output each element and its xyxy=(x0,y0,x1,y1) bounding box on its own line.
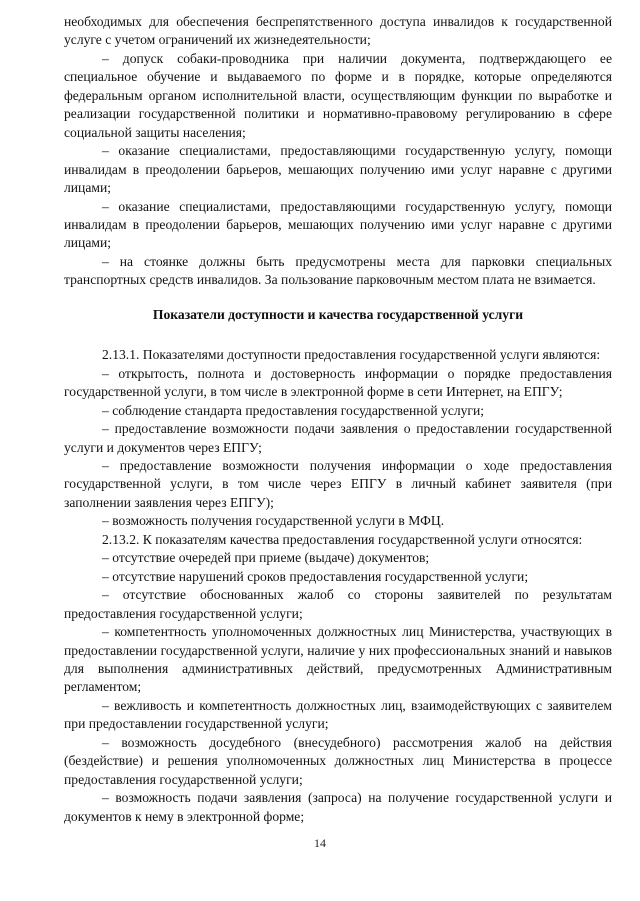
paragraph: – отсутствие обоснованных жалоб со стороны заявителей по результатам предоставления государственной услуги; xyxy=(64,587,612,621)
paragraph: – предоставление возможности получения информации о ходе предоставления государственной услуги, в том числе через ЕПГУ в личный кабинет заявителя (при заполнении заявления через ЕПГУ); xyxy=(64,457,612,510)
paragraph: необходимых для обеспечения беспрепятственного доступа инвалидов к государственной услуге с учетом ограничений их жизнедеятельности; xyxy=(64,14,612,48)
page-number: 14 xyxy=(314,836,326,850)
paragraph: – допуск собаки-проводника при наличии документа, подтверждающего ее специальное обучение и выдаваемого по форме и в порядке, которые определяются федеральным органом исполнительной власти, осуществляющим функции по выработке и реализации государственной политики и нормативно-правовому регулированию в сфере социальной защиты населения; xyxy=(64,50,612,140)
paragraph: – возможность досудебного (внесудебного) рассмотрения жалоб на действия (бездействие) и решения уполномоченных должностных лиц Министерства в процессе предоставления государственной услуги; xyxy=(64,734,612,787)
paragraph: – компетентность уполномоченных должностных лиц Министерства, участвующих в предоставлении государственной услуги, наличие у них профессиональных знаний и навыков для выполнения административных действий, предусмотренных Административным регламентом; xyxy=(64,624,612,695)
paragraph: – оказание специалистами, предоставляющими государственную услугу, помощи инвалидам в преодолении барьеров, мешающих получению ими услуг наравне с другими лицами; xyxy=(64,198,612,251)
paragraph: – соблюдение стандарта предоставления государственной услуги; xyxy=(102,402,485,418)
paragraph: – на стоянке должны быть предусмотрены места для парковки специальных транспортных средств инвалидов. За пользование парковочным местом плата не взимается. xyxy=(64,253,612,288)
paragraphs-top xyxy=(64,13,612,290)
paragraph: 2.13.1. Показателями доступности предоставления государственной услуги являются: xyxy=(102,347,601,363)
document-page xyxy=(64,13,612,826)
paragraph: – предоставление возможности подачи заявления о предоставлении государственной услуги и документов через ЕПГУ; xyxy=(64,421,612,455)
paragraph: – оказание специалистами, предоставляющими государственную услугу, помощи инвалидам в преодолении барьеров, мешающих получению ими услуг наравне с другими лицами; xyxy=(64,143,612,196)
paragraph: – отсутствие нарушений сроков предоставления государственной услуги; xyxy=(102,568,529,584)
section-heading: Показатели доступности и качества государственной услуги xyxy=(152,306,524,322)
paragraph: 2.13.2. К показателям качества предоставления государственной услуги относятся: xyxy=(102,531,583,547)
paragraphs-bottom xyxy=(64,346,612,826)
paragraph: – открытость, полнота и достоверность информации о порядке предоставления государственной услуги, в том числе в электронной форме в сети Интернет, на ЕПГУ; xyxy=(64,365,612,400)
paragraph: – возможность получения государственной услуги в МФЦ. xyxy=(102,513,445,529)
paragraph: – вежливость и компетентность должностных лиц, взаимодействующих с заявителем при предоставлении государственной услуги; xyxy=(64,697,612,732)
paragraph: – отсутствие очередей при приеме (выдаче) документов; xyxy=(102,550,430,566)
paragraph: – возможность подачи заявления (запроса) на получение государственной услуги и документов к нему в электронной форме; xyxy=(64,790,612,824)
